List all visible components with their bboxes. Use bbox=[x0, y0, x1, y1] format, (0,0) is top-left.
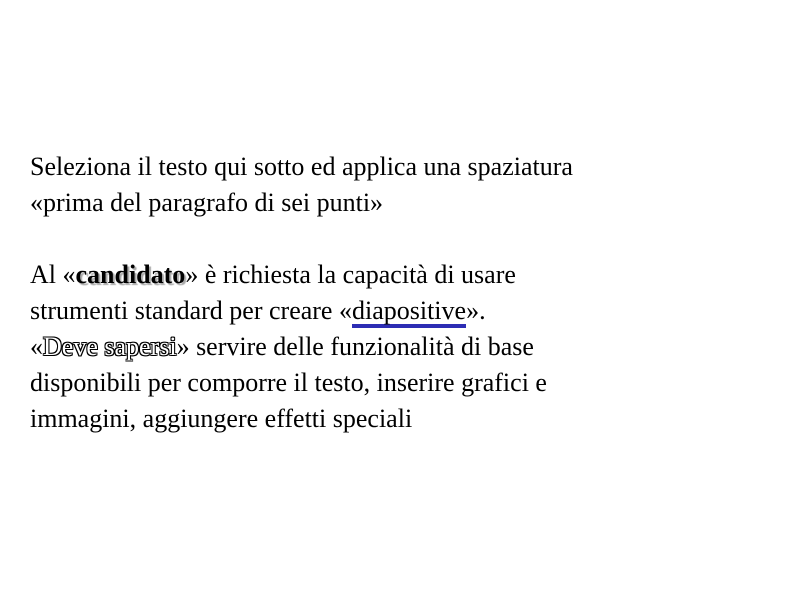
body-line-3-prefix: « bbox=[30, 332, 43, 361]
body-paragraph[interactable] bbox=[30, 257, 780, 437]
bold-word-candidato: candidato bbox=[75, 260, 186, 289]
body-line-5: immagini, aggiungere effetti speciali bbox=[30, 404, 413, 433]
body-line-3 bbox=[30, 329, 780, 365]
body-line-4: disponibili per comporre il testo, inserire grafici e bbox=[30, 368, 547, 397]
body-line-2 bbox=[30, 293, 780, 329]
outlined-word-sapersi: sapersi bbox=[104, 332, 177, 361]
body-line-2-prefix: strumenti standard per creare « bbox=[30, 296, 352, 325]
body-line-3-suffix: » servire delle funzionalità di base bbox=[176, 332, 534, 361]
body-line-1-suffix: » è richiesta la capacità di usare bbox=[185, 260, 516, 289]
instruction-line-1: Seleziona il testo qui sotto ed applica una spaziatura bbox=[30, 152, 573, 181]
body-line-1-prefix: Al « bbox=[30, 260, 76, 289]
instruction-line-2: «prima del paragrafo di sei punti» bbox=[30, 188, 384, 217]
body-line-1 bbox=[30, 257, 780, 293]
body-line-2-suffix: ». bbox=[466, 296, 486, 325]
outlined-word-deve: Deve bbox=[43, 332, 98, 361]
underlined-word-diapositive: diapositive bbox=[352, 298, 466, 328]
instruction-text bbox=[30, 149, 780, 221]
